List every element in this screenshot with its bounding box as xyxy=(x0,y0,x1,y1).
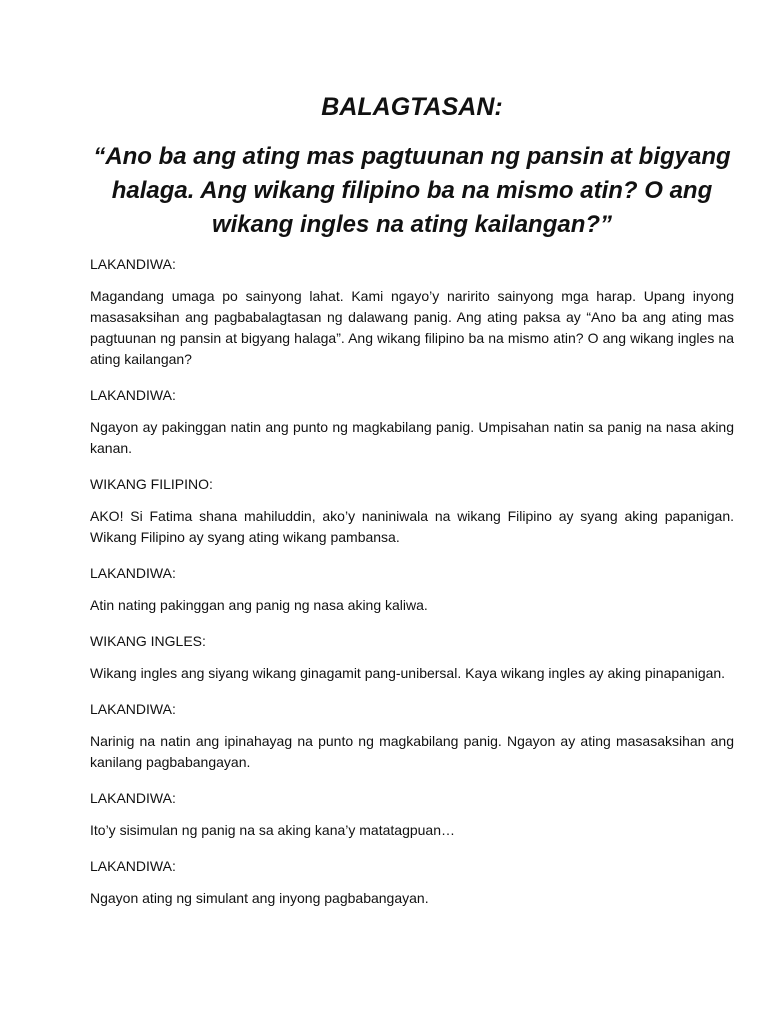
dialogue-section xyxy=(90,788,734,841)
dialogue-section xyxy=(90,563,734,616)
speaker-label: LAKANDIWA: xyxy=(90,387,176,403)
speaker-label: WIKANG INGLES: xyxy=(90,633,206,649)
document-subtitle: “Ano ba ang ating mas pagtuunan ng pansin at bigyang halaga. Ang wikang filipino ba na mismo atin? O ang wikang ingles na ating kailangan?” xyxy=(93,143,731,238)
dialogue-text: AKO! Si Fatima shana mahiluddin, ako’y naniniwala na wikang Filipino ay syang aking papanigan. Wikang Filipino ay syang ating wikang pambansa. xyxy=(90,508,734,545)
dialogue-text: Wikang ingles ang siyang wikang ginagamit pang-unibersal. Kaya wikang ingles ay aking pinapanigan. xyxy=(90,665,726,681)
speaker-label: LAKANDIWA: xyxy=(90,790,176,806)
dialogue-text: Ngayon ating ng simulant ang inyong pagbabangayan. xyxy=(90,890,429,906)
dialogue-text: Narinig na natin ang ipinahayag na punto ng magkabilang panig. Ngayon ay ating masasaksihan ang kanilang pagbabangayan. xyxy=(90,733,734,770)
document-title: BALAGTASAN: xyxy=(321,93,503,121)
speaker-label: LAKANDIWA: xyxy=(90,256,176,272)
dialogue-section xyxy=(90,699,734,773)
dialogue-text: Ito’y sisimulan ng panig na sa aking kana’y matatagpuan… xyxy=(90,822,455,838)
dialogue-section xyxy=(90,856,734,909)
dialogue-section xyxy=(90,474,734,548)
dialogue-text: Ngayon ay pakinggan natin ang punto ng magkabilang panig. Umpisahan natin sa panig na nasa aking kanan. xyxy=(90,419,734,456)
dialogue-text: Atin nating pakinggan ang panig ng nasa aking kaliwa. xyxy=(90,597,428,613)
speaker-label: LAKANDIWA: xyxy=(90,701,176,717)
dialogue-section xyxy=(90,631,734,684)
speaker-label: WIKANG FILIPINO: xyxy=(90,476,213,492)
dialogue-section xyxy=(90,254,734,370)
speaker-label: LAKANDIWA: xyxy=(90,565,176,581)
speaker-label: LAKANDIWA: xyxy=(90,858,176,874)
dialogue-text: Magandang umaga po sainyong lahat. Kami ngayo’y naririto sainyong mga harap. Upang inyong masasaksihan ang pagbabalagtasan ng dalawang panig. Ang ating paksa ay “Ano ba ang ating mas pagtuunan ng pansin at bigyang halaga”. Ang wikang filipino ba na mismo atin? O ang wikang ingles na ating kailangan? xyxy=(90,288,734,367)
dialogue-section xyxy=(90,385,734,459)
dialogue-body xyxy=(90,254,734,924)
